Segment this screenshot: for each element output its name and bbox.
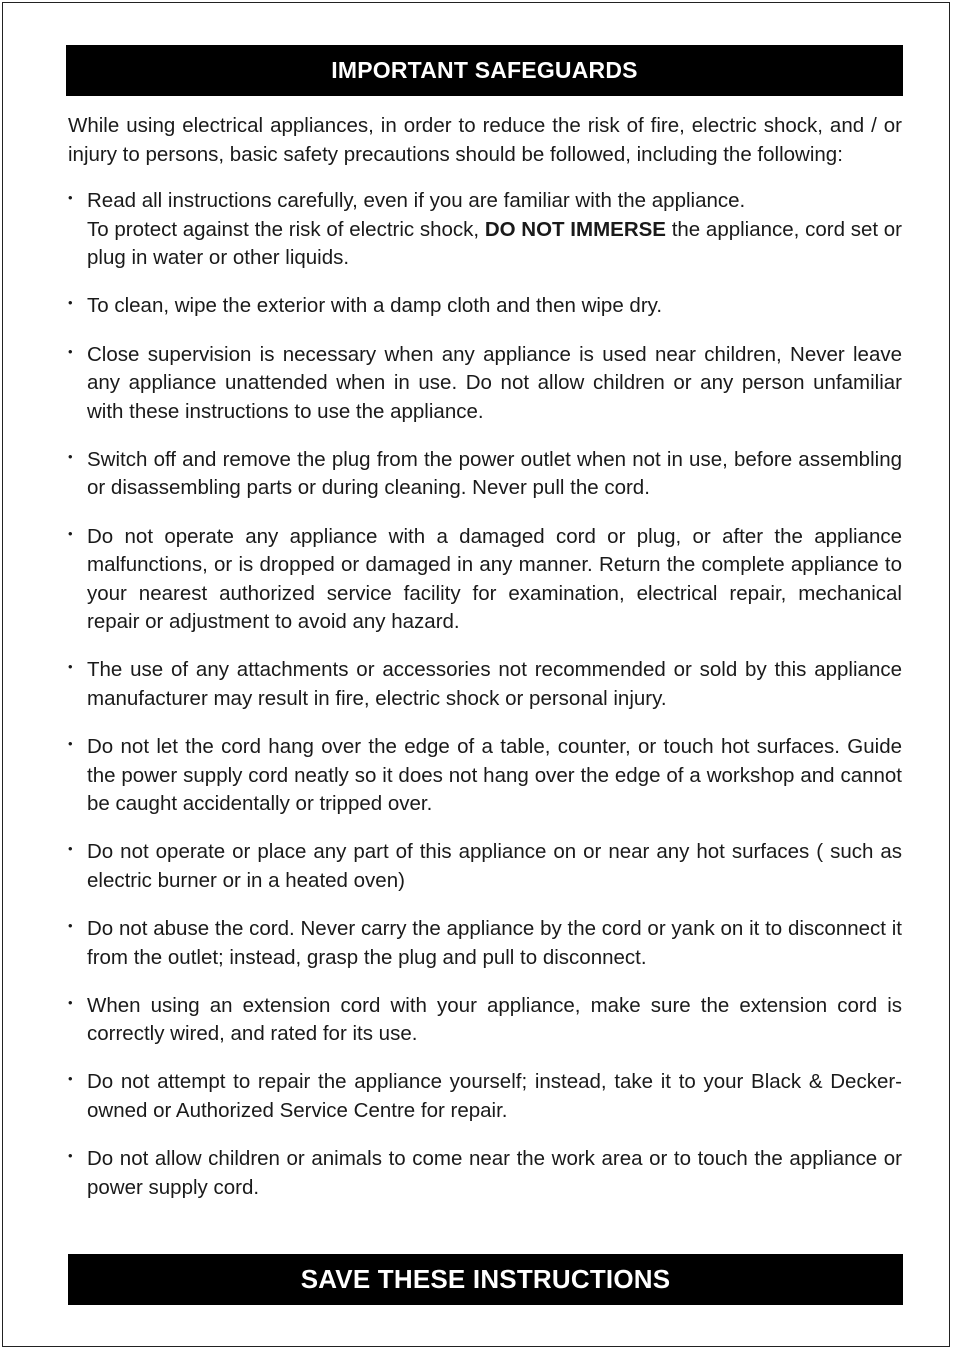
item-text: Do not operate or place any part of this appliance on or near any hot surfaces ( such as electric burner or in a heated oven) <box>87 840 902 892</box>
list-item <box>68 656 902 713</box>
page-title: IMPORTANT SAFEGUARDS <box>331 57 638 83</box>
intro-paragraph: While using electrical appliances, in order to reduce the risk of fire, electric shock, and / or injury to persons, basic safety precautions should be followed, including the following: <box>68 114 902 166</box>
item-text: Do not attempt to repair the appliance yourself; instead, take it to your Black & Decker-owned or Authorized Service Centre for repair. <box>87 1070 902 1123</box>
bullet-icon: • <box>68 1148 73 1164</box>
list-item <box>68 446 902 503</box>
do-not-immerse-emphasis: DO NOT IMMERSE <box>484 217 666 241</box>
bullet-icon: • <box>68 525 73 541</box>
footer-banner <box>68 1254 903 1305</box>
warning-before: To protect against the risk of electric shock, <box>87 217 480 241</box>
warning-after: the appliance, cord set or plug in water or other liquids. <box>87 217 902 270</box>
item-text: Close supervision is necessary when any appliance is used near children, Never leave any appliance unattended when in use. Do not allow children or any person unfamiliar with these instructions to use the appliance. <box>87 342 902 423</box>
list-item <box>68 915 902 972</box>
item-text: Do not let the cord hang over the edge of a table, counter, or touch hot surfaces. Guide the power supply cord neatly so it does not hang over the edge of a workshop and cannot be caught accidentally or tripped over. <box>87 735 902 816</box>
bullet-icon: • <box>68 1071 73 1087</box>
item-line: Read all instructions carefully, even if you are familiar with the appliance. <box>87 189 746 213</box>
list-item <box>68 733 902 819</box>
bullet-icon: • <box>68 343 73 359</box>
list-item <box>68 292 902 321</box>
bullet-icon: • <box>68 841 73 857</box>
list-item <box>68 838 902 895</box>
bullet-icon: • <box>68 295 73 311</box>
bullet-icon: • <box>68 448 73 464</box>
list-item <box>68 1145 902 1202</box>
save-instructions-title: SAVE THESE INSTRUCTIONS <box>300 1264 671 1294</box>
item-text: Do not allow children or animals to come near the work area or to touch the appliance or power supply cord. <box>87 1147 902 1199</box>
item-text: The use of any attachments or accessories not recommended or sold by this appliance manufacturer may result in fire, electric shock or personal injury. <box>87 658 902 710</box>
bullet-icon: • <box>68 918 73 934</box>
item-text: To clean, wipe the exterior with a damp cloth and then wipe dry. <box>87 294 663 318</box>
item-text: Do not abuse the cord. Never carry the appliance by the cord or yank on it to disconnect it from the outlet; instead, grasp the plug and pull to disconnect. <box>87 917 902 969</box>
safeguards-content <box>68 112 902 1222</box>
list-item <box>68 523 902 637</box>
item-text: When using an extension cord with your appliance, make sure the extension cord is correctly wired, and rated for its use. <box>87 993 902 1046</box>
bullet-icon: • <box>68 736 73 752</box>
list-item <box>68 341 902 427</box>
list-item <box>68 187 902 273</box>
bullet-icon: • <box>68 994 73 1010</box>
safeguard-list <box>68 187 902 1202</box>
item-warning-text <box>87 216 902 273</box>
header-banner <box>66 45 903 96</box>
item-text: Switch off and remove the plug from the power outlet when not in use, before assembling or disassembling parts or during cleaning. Never pull the cord. <box>87 447 902 500</box>
list-item <box>68 1068 902 1125</box>
bullet-icon: • <box>68 659 73 675</box>
bullet-icon: • <box>68 190 73 206</box>
list-item <box>68 992 902 1049</box>
item-text: Do not operate any appliance with a damaged cord or plug, or after the appliance malfunctions, or is dropped or damaged in any manner. Return the complete appliance to your nearest authorized service facility for examination, electrical repair, mechanical repair or adjustment to avoid any hazard. <box>87 524 902 634</box>
